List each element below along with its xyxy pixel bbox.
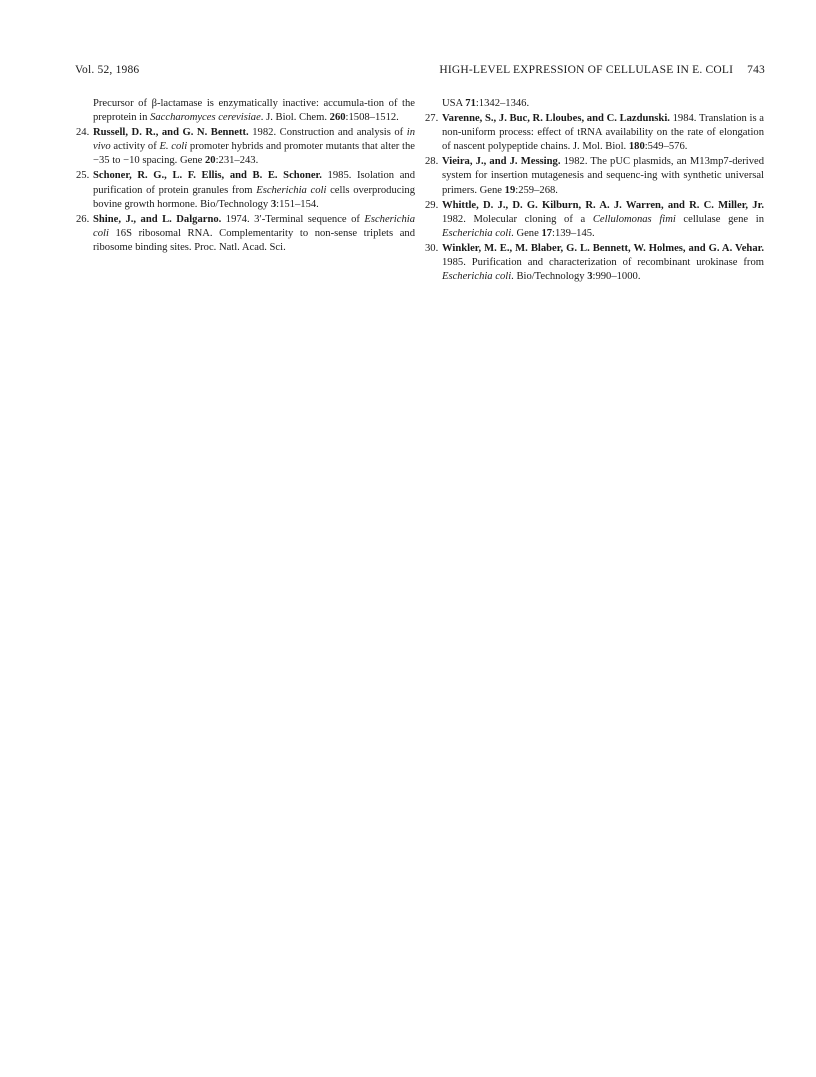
reference-continuation bbox=[77, 97, 415, 125]
ref-text: 16S ribosomal RNA. Complementarity to non-sense triplets and ribosome binding sites. Proc. Natl. Acad. Sci. bbox=[93, 227, 415, 253]
ref-pages: :990–1000. bbox=[592, 271, 641, 283]
ref-authors: Varenne, S., J. Buc, R. Lloubes, and C. Lazdunski. bbox=[442, 113, 670, 125]
ref-volume: 3 bbox=[270, 198, 277, 210]
ref-text: promoter hybrids and promoter mutants that alter the −35 to −10 spacing. Gene bbox=[93, 141, 415, 167]
reference-28 bbox=[426, 155, 764, 197]
reference-26 bbox=[77, 213, 415, 255]
ref-text: 1982. Molecular cloning of a bbox=[442, 213, 593, 225]
ref-text: activity of bbox=[110, 141, 160, 153]
ref-italic: Escherichia coli bbox=[442, 227, 512, 239]
ref-authors: Schoner, R. G., L. F. Ellis, and B. E. Schoner. bbox=[93, 170, 322, 182]
ref-pages: :1508–1512. bbox=[345, 112, 399, 124]
ref-italic: Escherichia coli bbox=[93, 213, 415, 239]
ref-italic: in vivo bbox=[93, 127, 415, 153]
reference-column-left bbox=[77, 97, 415, 256]
ref-italic: Saccharomyces cerevisiae bbox=[150, 112, 261, 124]
ref-pages: :549–576. bbox=[644, 141, 688, 153]
ref-text: 1985. Purification and characterization of recombinant urokinase from bbox=[442, 257, 764, 269]
ref-volume: 260 bbox=[329, 112, 346, 124]
ref-number: 30. bbox=[425, 242, 439, 254]
ref-number: 27. bbox=[425, 113, 439, 125]
page-number: 743 bbox=[747, 64, 765, 76]
volume-label: Vol. 52, 1986 bbox=[75, 64, 140, 76]
ref-italic: Escherichia coli bbox=[442, 271, 512, 283]
ref-italic: Cellulomonas fimi bbox=[592, 213, 676, 225]
ref-text: 1974. 3′-Terminal sequence of bbox=[221, 213, 365, 225]
ref-authors: Russell, D. R., and G. N. Bennett. bbox=[93, 127, 249, 139]
running-header bbox=[75, 64, 765, 80]
ref-italic: Escherichia coli bbox=[256, 184, 327, 196]
ref-pages: :1342–1346. bbox=[475, 98, 530, 109]
ref-pages: :151–154. bbox=[276, 198, 319, 210]
ref-volume: 71 bbox=[465, 98, 476, 109]
ref-text: Precursor of β-lactamase is enzymatically inactive: accumula-tion of the preprotein in bbox=[93, 98, 415, 124]
reference-25 bbox=[77, 169, 415, 211]
ref-volume: 19 bbox=[504, 184, 516, 196]
ref-text: USA bbox=[442, 98, 466, 109]
ref-text: cells overproducing bovine growth hormone. Bio/Technology bbox=[93, 184, 415, 210]
ref-volume: 3 bbox=[587, 271, 593, 283]
ref-pages: :231–243. bbox=[215, 155, 259, 167]
ref-number: 29. bbox=[425, 199, 439, 211]
ref-text: 1982. The pUC plasmids, an M13mp7-derived system for insertion mutagenesis and sequenc-ing with synthetic universal primers. Gene bbox=[442, 156, 764, 196]
reference-29 bbox=[426, 199, 764, 241]
ref-volume: 180 bbox=[628, 141, 645, 153]
ref-authors: Vieira, J., and J. Messing. bbox=[442, 156, 561, 168]
ref-text: 1984. Translation is a non-uniform process: effect of tRNA availability on the rate of elongation of nascent polypeptide chains. J. Mol. Biol. bbox=[442, 113, 764, 153]
ref-number: 26. bbox=[76, 213, 90, 225]
reference-continuation bbox=[426, 97, 764, 111]
ref-text: . Gene bbox=[511, 227, 542, 239]
ref-text: 1982. Construction and analysis of bbox=[248, 127, 407, 139]
ref-number: 28. bbox=[425, 156, 439, 168]
ref-text: . J. Biol. Chem. bbox=[260, 112, 330, 124]
ref-text: . Bio/Technology bbox=[511, 271, 588, 283]
ref-pages: :139–145. bbox=[552, 227, 595, 239]
ref-italic: E. coli bbox=[159, 141, 188, 153]
reference-27 bbox=[426, 112, 764, 154]
reference-24 bbox=[77, 126, 415, 168]
running-title: HIGH-LEVEL EXPRESSION OF CELLULASE IN E. COLI bbox=[439, 64, 734, 76]
reference-30 bbox=[426, 242, 764, 284]
header-right bbox=[439, 64, 765, 76]
ref-pages: :259–268. bbox=[515, 184, 558, 196]
ref-volume: 17 bbox=[541, 227, 553, 239]
ref-authors: Winkler, M. E., M. Blaber, G. L. Bennett, W. Holmes, and G. A. Vehar. bbox=[442, 242, 764, 254]
ref-number: 24. bbox=[76, 127, 90, 139]
reference-column-right bbox=[426, 97, 764, 285]
ref-volume: 20 bbox=[204, 155, 216, 167]
ref-text: cellulase gene in bbox=[675, 213, 764, 225]
ref-authors: Shine, J., and L. Dalgarno. bbox=[93, 213, 222, 225]
ref-authors: Whittle, D. J., D. G. Kilburn, R. A. J. Warren, and R. C. Miller, Jr. bbox=[442, 199, 764, 211]
ref-number: 25. bbox=[76, 170, 90, 182]
ref-text: 1985. Isolation and purification of protein granules from bbox=[93, 170, 415, 196]
